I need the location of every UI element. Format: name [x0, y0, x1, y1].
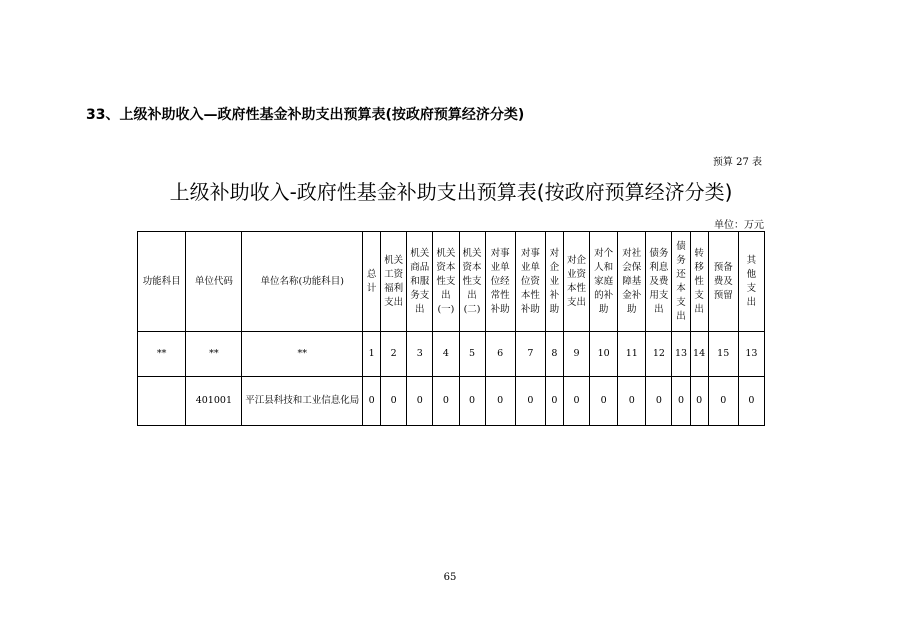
index-cell: 8: [545, 332, 563, 377]
header-cell: 机关工资福利支出: [381, 232, 407, 332]
index-row: [138, 332, 765, 377]
budget-table: [137, 231, 765, 426]
index-cell: 11: [618, 332, 646, 377]
table-cell: 0: [363, 377, 381, 426]
section-title: 33、上级补助收入—政府性基金补助支出预算表(按政府预算经济分类): [86, 107, 525, 123]
table-cell: 平江县科技和工业信息化局: [242, 377, 363, 426]
table-cell: 0: [618, 377, 646, 426]
header-cell: 单位代码: [186, 232, 242, 332]
header-cell: 债务还本支出: [672, 232, 690, 332]
header-row: [138, 232, 765, 332]
table-cell: 401001: [186, 377, 242, 426]
index-cell: 14: [690, 332, 708, 377]
page-number: 65: [443, 572, 457, 583]
table-cell: 0: [381, 377, 407, 426]
header-cell: 转移性支出: [690, 232, 708, 332]
index-cell: 15: [708, 332, 738, 377]
index-cell: **: [186, 332, 242, 377]
table-cell: 0: [485, 377, 515, 426]
index-cell: **: [138, 332, 186, 377]
index-cell: 1: [363, 332, 381, 377]
header-cell: 对事业单位资本性补助: [515, 232, 545, 332]
table-cell: 0: [407, 377, 433, 426]
header-cell: 总计: [363, 232, 381, 332]
header-cell: 机关商品和服务支出: [407, 232, 433, 332]
index-cell: 6: [485, 332, 515, 377]
header-cell: 机关资本性支出(一): [433, 232, 459, 332]
main-title: 上级补助收入-政府性基金补助支出预算表(按政府预算经济分类): [169, 180, 733, 204]
table-cell: 0: [708, 377, 738, 426]
table-cell: 0: [433, 377, 459, 426]
index-cell: 13: [672, 332, 690, 377]
table-cell: 0: [459, 377, 485, 426]
table-cell: 0: [515, 377, 545, 426]
table-cell: 0: [672, 377, 690, 426]
index-cell: 5: [459, 332, 485, 377]
index-cell: 4: [433, 332, 459, 377]
unit-label: 单位：万元: [714, 220, 764, 231]
index-cell: 13: [738, 332, 764, 377]
index-cell: 10: [590, 332, 618, 377]
table-cell: [138, 377, 186, 426]
header-cell: 机关资本性支出(二): [459, 232, 485, 332]
table-cell: 0: [545, 377, 563, 426]
header-cell: 其他支出: [738, 232, 764, 332]
table-cell: 0: [563, 377, 589, 426]
header-cell: 对企业资本性支出: [563, 232, 589, 332]
table-cell: 0: [590, 377, 618, 426]
table-cell: 0: [738, 377, 764, 426]
index-cell: 3: [407, 332, 433, 377]
header-cell: 对事业单位经常性补助: [485, 232, 515, 332]
header-cell: 功能科目: [138, 232, 186, 332]
header-cell: 对社会保障基金补助: [618, 232, 646, 332]
index-cell: 7: [515, 332, 545, 377]
index-cell: 2: [381, 332, 407, 377]
header-cell: 单位名称(功能科目): [242, 232, 363, 332]
header-cell: 预备费及预留: [708, 232, 738, 332]
header-cell: 对企业补助: [545, 232, 563, 332]
table-cell: 0: [690, 377, 708, 426]
table-row: [138, 377, 765, 426]
table-number: 预算 27 表: [712, 157, 762, 168]
index-cell: 12: [646, 332, 672, 377]
table-cell: 0: [646, 377, 672, 426]
index-cell: **: [242, 332, 363, 377]
header-cell: 债务利息及费用支出: [646, 232, 672, 332]
header-cell: 对个人和家庭的补助: [590, 232, 618, 332]
index-cell: 9: [563, 332, 589, 377]
